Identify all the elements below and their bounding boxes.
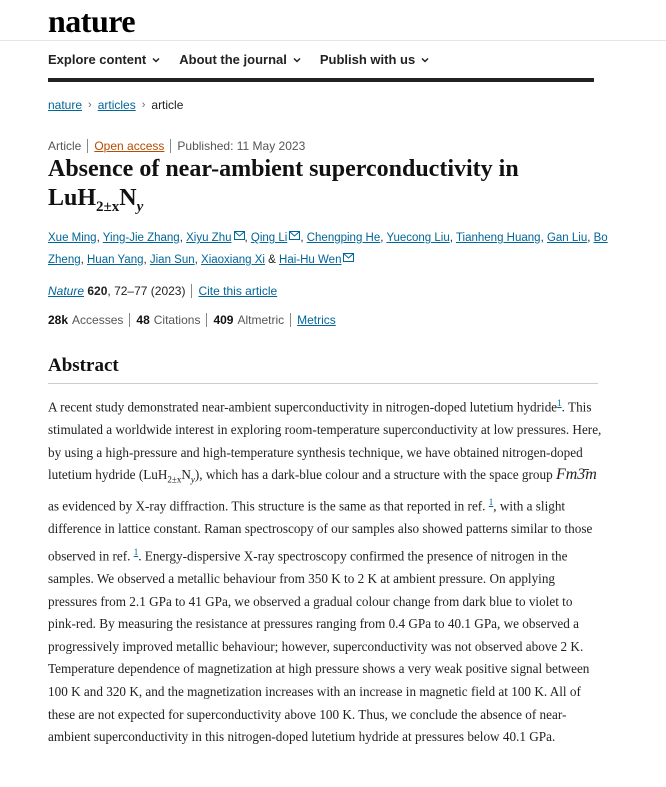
meta-divider (170, 139, 171, 153)
author-link[interactable]: Tianheng Huang (455, 232, 541, 244)
envelope-icon[interactable] (343, 253, 354, 262)
envelope-icon[interactable] (289, 231, 300, 240)
chevron-down-icon (292, 55, 302, 65)
author-link[interactable]: Bo Zheng (48, 232, 608, 266)
abstract-divider (48, 383, 598, 384)
metrics-divider (206, 313, 207, 327)
accesses-count: 28k (48, 313, 69, 327)
chevron-down-icon (151, 55, 161, 65)
breadcrumb-current: article (151, 98, 184, 112)
reference-link[interactable]: 1 (133, 546, 139, 557)
author-link[interactable]: Xue Ming (48, 232, 97, 244)
meta-divider (87, 139, 88, 153)
author-link[interactable]: Xiyu Zhu (186, 232, 232, 244)
cite-this-article-link[interactable]: Cite this article (198, 284, 278, 298)
authors-and: & (268, 254, 276, 266)
main-nav (48, 52, 430, 67)
article-meta (48, 139, 305, 153)
altmetric-label: Altmetric (237, 313, 285, 327)
published-date: Published: 11 May 2023 (177, 139, 306, 153)
pages-year: , 72–77 (2023) (107, 284, 186, 298)
abstract-text: A recent study demonstrated near-ambient superconductivity in nitrogen-doped lutetium hydride$^1$. This stimulated a worldwide interest in exploring room-temperature superconductivity at low pressures. Here, by using a high-pressure and high-temperature synthesis technique, we have obtained nitrogen-doped lutetium hydride $(LuH_{2\pm x}N_y)$, which has a dark-blue colour and a structure with the space group Fm3̄m as evidenced by X-ray diffraction. This structure is the same as that reported in ref. $^1$, with a slight difference in lattice constant. Raman spectroscopy of our samples also showed patterns similar to those observed in ref. $^1$. Energy-dispersive X-ray spectroscopy confirmed the presence of nitrogen in the samples. We observed a metallic behaviour from 350 K to 2 K at ambient pressure. On applying pressures from 2.1 GPa to 41 GPa, we observed a gradual colour change from dark blue to violet to pink-red. By measuring the resistance at pressures ranging from 0.4 GPa to 40.1 GPa, we observed a progressively improved metallic behaviour; however, superconductivity was not observed above 2 K. Temperature dependence of magnetization at high pressure shows a very weak positive signal between 100 K and 320 K, and the magnetization increases with an increase in magnetic field at 100 K. All of these are not expected for superconductivity above 100 K. Thus, we conclude the absence of near-ambient superconductivity in this nitrogen-doped lutetium hydride at pressures below 40.1 GPa. (48, 398, 602, 745)
reference-link[interactable]: 1 (557, 398, 562, 408)
article-type: Article (48, 139, 82, 153)
breadcrumb-chevron-icon: › (88, 99, 92, 111)
metrics-divider (129, 313, 130, 327)
volume: 620 (87, 284, 108, 298)
altmetric-score: 409 (213, 313, 234, 327)
breadcrumb-articles[interactable]: articles (97, 98, 136, 112)
nav-underline-bar (48, 78, 594, 82)
author-link[interactable]: Huan Yang (87, 254, 144, 266)
metrics-bar (48, 313, 336, 327)
nav-label: Explore content (48, 52, 147, 67)
reference-link[interactable]: 1 (488, 497, 494, 508)
citation-divider (191, 284, 192, 298)
citation-line (48, 284, 277, 298)
nature-logo[interactable]: nature (48, 3, 136, 39)
metrics-link[interactable]: Metrics (297, 313, 336, 327)
accesses-label: Accesses (72, 313, 124, 327)
metrics-divider (290, 313, 291, 327)
journal-link[interactable]: Nature (48, 284, 85, 298)
nav-label: Publish with us (319, 52, 416, 67)
author-link[interactable]: Qing Li (250, 232, 288, 244)
open-access-link[interactable]: Open access (94, 139, 165, 153)
nav-about-journal[interactable] (179, 52, 302, 67)
author-link[interactable]: Gan Liu (546, 232, 588, 244)
citations-count: 48 (136, 313, 150, 327)
breadcrumb-chevron-icon: › (141, 99, 146, 111)
author-link[interactable]: Ying-Jie Zhang (102, 232, 180, 244)
author-link[interactable]: Yuecong Liu (386, 232, 450, 244)
citations-label: Citations (153, 313, 201, 327)
space-group: Fm3̄m (555, 466, 597, 484)
chevron-down-icon (420, 55, 430, 65)
breadcrumb (48, 98, 183, 112)
article-title: Absence of near-ambient superconductivity in $LuH_{2\pm x}N_y$ (48, 156, 519, 215)
author-link[interactable]: Xiaoxiang Xi (201, 254, 265, 266)
author-link[interactable]: Hai-Hu Wen (279, 254, 342, 266)
author-link[interactable]: Jian Sun (149, 254, 195, 266)
nav-label: About the journal (179, 52, 287, 67)
envelope-icon[interactable] (234, 231, 245, 240)
author-link[interactable]: Chengping He (306, 232, 381, 244)
nav-explore-content[interactable] (48, 52, 161, 67)
author-list: Xue Ming, Ying-Jie Zhang, Xiyu Zhu , Qing Li , Chengping He, Yuecong Liu, Tianheng Huang, Gan Liu, Bo Zheng, Huan Yang, Jian Sun, Xiaoxiang Xi & Hai-Hu Wen (48, 232, 608, 266)
header-divider (0, 40, 666, 41)
nav-publish-with-us[interactable] (320, 52, 430, 67)
abstract-heading: Abstract (48, 355, 119, 376)
breadcrumb-nature[interactable]: nature (48, 98, 83, 112)
